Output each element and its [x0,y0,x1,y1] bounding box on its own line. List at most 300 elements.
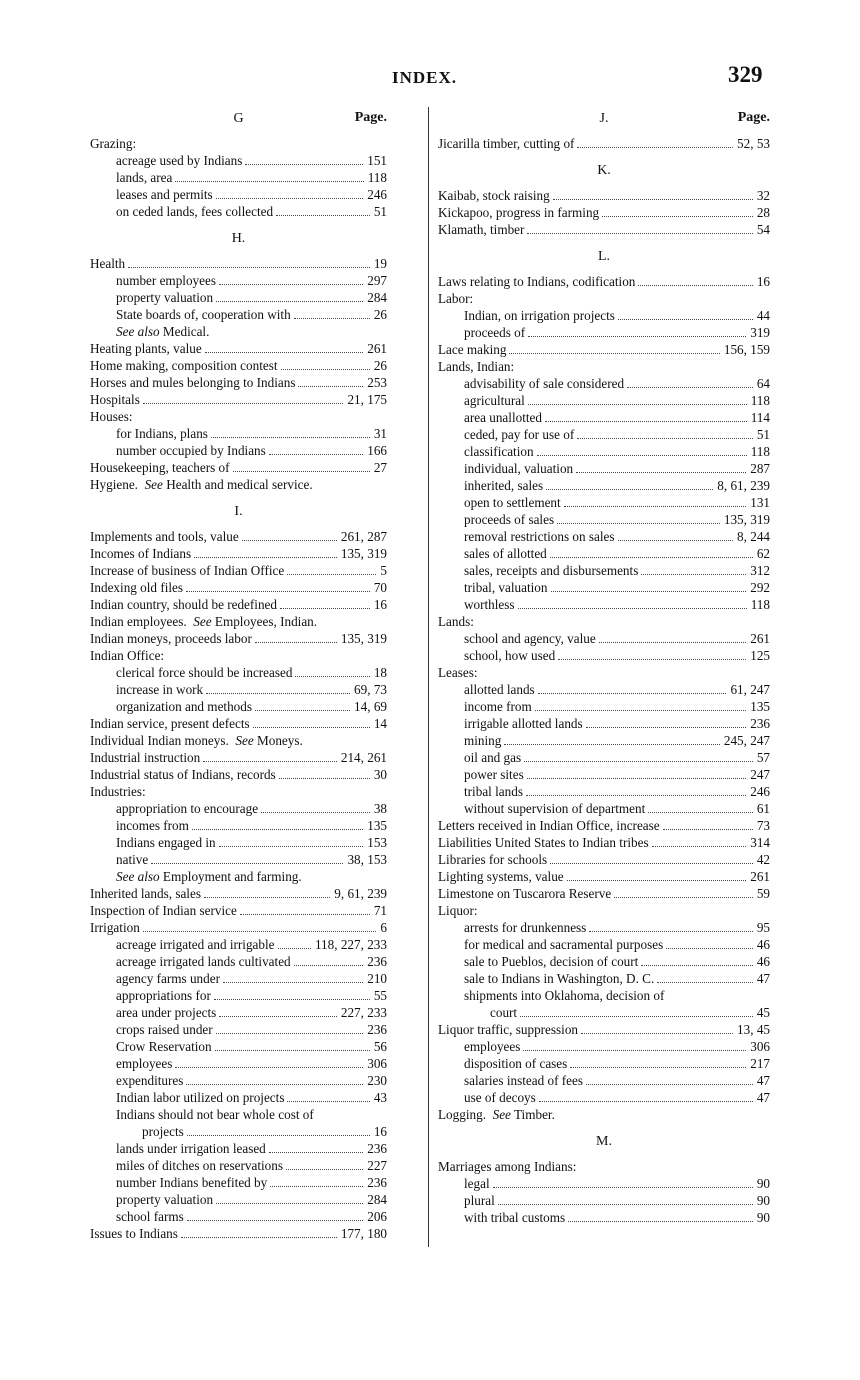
see-label: See also [116,324,160,339]
leader-dots [175,1067,363,1068]
entry-text: power sites [464,767,524,782]
entry-text: Industrial instruction [90,750,201,765]
leader-dots [537,455,747,456]
entry-page: 47 [756,1090,770,1105]
entry-text: organization and methods [116,699,252,714]
entry-page: 16 [373,597,387,612]
leader-dots [577,438,753,439]
entry-text: lands under irrigation leased [116,1141,266,1156]
entry-text: tribal, valuation [464,580,548,595]
leader-dots [279,778,370,779]
leader-dots [276,215,370,216]
leader-dots [539,1101,753,1102]
entry-text: school and agency, value [464,631,596,646]
entry-page: 52, 53 [737,136,770,151]
entry-page: 6 [380,920,387,935]
entry-page: 253 [367,375,387,390]
entry-text: Lands: [438,614,474,629]
entry-text: Hospitals [90,392,140,407]
index-entry [438,187,770,204]
index-entry [90,1225,387,1242]
leader-dots [245,164,363,165]
see-target: Timber. [513,1107,555,1122]
leader-dots [204,897,330,898]
cross-reference [235,732,302,749]
index-entry [438,800,770,817]
index-entry [438,970,770,987]
entry-page: 26 [373,358,387,373]
index-entry [438,1089,770,1106]
entry-text: appropriations for [116,988,211,1003]
section-letter: M. [596,1134,612,1149]
leader-dots [524,761,753,762]
index-entry [438,732,770,749]
entry-page: 45 [756,1005,770,1020]
entry-text: crops raised under [116,1022,213,1037]
entry-text: Indians should not bear whole cost of [116,1107,314,1122]
entry-text: proceeds of [464,325,526,340]
entry-text: advisability of sale considered [464,376,625,391]
index-entry [90,408,387,425]
leader-dots [538,693,727,694]
entry-page: 227, 233 [340,1005,387,1020]
entry-page: 292 [750,580,770,595]
entry-text: property valuation [116,1192,214,1207]
index-entry [438,204,770,221]
index-entry [438,511,770,528]
page-number: 329 [728,62,763,87]
leader-dots [567,880,747,881]
index-entry [90,936,387,953]
leader-dots [558,659,746,660]
leader-dots [216,198,364,199]
cross-reference [145,476,313,493]
entry-page: 26 [373,307,387,322]
entry-page: 166 [367,443,387,458]
entry-text: clerical force should be increased [116,665,293,680]
entry-page: 118 [367,170,387,185]
entry-page: 217 [750,1056,770,1071]
entry-page: 135, 319 [340,546,387,561]
entry-text: Libraries for schools [438,852,548,867]
entry-text: expenditures [116,1073,184,1088]
page-header [90,62,770,92]
entry-page: 46 [756,937,770,952]
index-entry [438,358,770,375]
leader-dots [518,608,747,609]
see-label: See also [116,869,160,884]
see-label: See [492,1107,511,1122]
cross-reference [116,323,209,340]
entry-text: Indian country, should be redefined [90,597,278,612]
leader-dots [278,948,311,949]
entry-text: Home making, composition contest [90,358,278,373]
entry-page: 90 [756,1193,770,1208]
index-entry [438,443,770,460]
entry-text: school farms [116,1209,184,1224]
leader-dots [648,812,753,813]
entry-page: 236 [367,954,387,969]
index-entry [438,375,770,392]
entry-text: Heating plants, value [90,341,202,356]
index-entry [90,528,387,545]
entry-page: 236 [367,1022,387,1037]
entry-text: Leases: [438,665,478,680]
leader-dots [187,1135,370,1136]
leader-dots [294,318,370,319]
page-column-label: Page. [737,110,770,125]
entry-text: Laws relating to Indians, codification [438,274,636,289]
entry-text: Letters received in Indian Office, increase [438,818,660,833]
index-entry [438,868,770,885]
entry-text: Increase of business of Indian Office [90,563,285,578]
entry-text: oil and gas [464,750,522,765]
index-entry [438,460,770,477]
entry-page: 314 [750,835,770,850]
index-entry [438,528,770,545]
entry-text: Lighting systems, value [438,869,564,884]
entry-text: Indian labor utilized on projects [116,1090,285,1105]
entry-text: Logging. [438,1107,486,1122]
entry-page: 135, 319 [340,631,387,646]
entry-text: Indian Office: [90,648,165,663]
entry-text: Horses and mules belonging to Indians [90,375,296,390]
leader-dots [550,863,753,864]
index-entry-continuation [438,1004,770,1021]
index-entry [438,987,770,1004]
index-entry [90,902,387,919]
index-entry [90,323,387,340]
section-heading [438,245,770,273]
section-heading [90,107,387,135]
entry-page: 54 [756,222,770,237]
index-entry [90,817,387,834]
entry-page: 118 [750,393,770,408]
entry-text: Kickapoo, progress in farming [438,205,600,220]
entry-page: 38, 153 [347,852,387,867]
entry-text: sale to Indians in Washington, D. C. [464,971,655,986]
entry-text: acreage irrigated lands cultivated [116,954,291,969]
leader-dots [223,982,363,983]
entry-page: 214, 261 [340,750,387,765]
index-entry [90,425,387,442]
entry-page: 30 [373,767,387,782]
index-entry [90,715,387,732]
see-target: Medical. [162,324,210,339]
leader-dots [627,387,753,388]
index-entry [438,749,770,766]
index-entry [438,1021,770,1038]
leader-dots [666,948,753,949]
entry-text: agricultural [464,393,525,408]
entry-text: use of decoys [464,1090,536,1105]
entry-text: Liabilities United States to Indian tribes [438,835,649,850]
entry-page: 206 [367,1209,387,1224]
entry-text: Implements and tools, value [90,529,239,544]
leader-dots [657,982,753,983]
index-entry [90,1140,387,1157]
index-entry [90,357,387,374]
section-letter: K. [597,163,611,178]
entry-page: 247 [750,767,770,782]
entry-text: arrests for drunkenness [464,920,587,935]
see-target: Moneys. [257,733,303,748]
entry-text: Indexing old files [90,580,184,595]
index-entry [438,324,770,341]
entry-page: 27 [373,460,387,475]
entry-text: State boards of, cooperation with [116,307,291,322]
see-label: See [235,733,254,748]
see-target: Employees, Indian. [214,614,318,629]
index-entry [438,647,770,664]
entry-page: 70 [373,580,387,595]
entry-text: Inspection of Indian service [90,903,237,918]
leader-dots [255,710,350,711]
index-entry [438,426,770,443]
leader-dots [586,727,747,728]
leader-dots [568,1221,753,1222]
index-entry [438,1209,770,1226]
section-letter: G [233,111,244,126]
leader-dots [602,216,753,217]
entry-text: tribal lands [464,784,523,799]
index-entry [438,545,770,562]
entry-page: 236 [367,1141,387,1156]
index-entry [438,1175,770,1192]
index-entry [90,169,387,186]
leader-dots [128,267,370,268]
entry-page: 236 [367,1175,387,1190]
index-entry [90,664,387,681]
entry-text: Indian employees. [90,614,187,629]
entry-text: Incomes of Indians [90,546,192,561]
leader-dots [652,846,747,847]
leader-dots [545,421,747,422]
leader-dots [618,319,753,320]
entry-page: 287 [750,461,770,476]
index-entry [438,919,770,936]
entry-page: 135, 319 [723,512,770,527]
entry-text: individual, valuation [464,461,574,476]
leader-dots [187,1220,363,1221]
entry-text: Indian moneys, proceeds labor [90,631,252,646]
leader-dots [253,727,370,728]
index-entry [90,1072,387,1089]
index-entry [90,203,387,220]
entry-text: lands, area [116,170,173,185]
index-entry [438,715,770,732]
entry-text: school, how used [464,648,556,663]
leader-dots [589,931,752,932]
index-entry [90,698,387,715]
index-entry [90,391,387,408]
index-entry [90,868,387,885]
entry-text: Hygiene. [90,477,138,492]
entry-text: allotted lands [464,682,535,697]
entry-page: 151 [367,153,387,168]
entry-text: area unallotted [464,410,542,425]
index-entry [90,834,387,851]
entry-text: employees [116,1056,173,1071]
entry-page: 114 [750,410,770,425]
entry-text: salaries instead of fees [464,1073,584,1088]
index-entry [438,221,770,238]
entry-text: property valuation [116,290,214,305]
entry-page: 95 [756,920,770,935]
entry-text: Labor: [438,291,474,306]
index-entry [90,647,387,664]
leader-dots [194,557,337,558]
entry-page: 64 [756,376,770,391]
index-entry [90,1174,387,1191]
entry-page: 261, 287 [340,529,387,544]
leader-dots [599,642,747,643]
entry-page: 16 [373,1124,387,1139]
leader-dots [618,540,734,541]
entry-continuation: projects [142,1124,184,1139]
entry-page: 31 [373,426,387,441]
entry-page: 38 [373,801,387,816]
entry-text: Marriages among Indians: [438,1159,577,1174]
entry-text: disposition of cases [464,1056,568,1071]
index-entry [90,1038,387,1055]
index-entry [438,135,770,152]
index-entry [90,1055,387,1072]
entry-text: Inherited lands, sales [90,886,201,901]
entry-text: number employees [116,273,216,288]
entry-text: for Indians, plans [116,426,208,441]
leader-dots [203,761,337,762]
entry-page: 61 [756,801,770,816]
section-heading [90,500,387,528]
leader-dots [205,352,364,353]
leader-dots [638,285,752,286]
entry-page: 43 [373,1090,387,1105]
column-divider [428,107,429,1247]
entry-text: Industrial status of Indians, records [90,767,276,782]
leader-dots [570,1067,746,1068]
leader-dots [216,301,363,302]
index-entry [438,1192,770,1209]
see-target: Health and medical service. [166,477,313,492]
index-entry [438,1038,770,1055]
entry-text: agency farms under [116,971,220,986]
index-entry [90,1157,387,1174]
leader-dots [233,471,370,472]
leader-dots [298,386,363,387]
entry-page: 51 [373,204,387,219]
entry-page: 14 [373,716,387,731]
leader-dots [557,523,720,524]
leader-dots [181,1237,337,1238]
entry-page: 62 [756,546,770,561]
entry-page: 13, 45 [737,1022,770,1037]
section-heading [438,107,770,135]
entry-text: Grazing: [90,136,137,151]
leader-dots [493,1187,753,1188]
entry-page: 261 [750,631,770,646]
entry-page: 47 [756,1073,770,1088]
entry-text: worthless [464,597,515,612]
entry-text: plural [464,1193,495,1208]
entry-text: shipments into Oklahoma, decision of [464,988,665,1003]
index-entry [438,885,770,902]
leader-dots [219,846,364,847]
entry-page: 55 [373,988,387,1003]
index-entry [90,476,387,493]
section-heading [438,159,770,187]
entry-page: 28 [756,205,770,220]
entry-text: Individual Indian moneys. [90,733,229,748]
entry-text: Lands, Indian: [438,359,515,374]
entry-page: 246 [750,784,770,799]
leader-dots [641,574,746,575]
leader-dots [520,1016,753,1017]
leader-dots [564,506,747,507]
entry-text: Klamath, timber [438,222,525,237]
index-entry [90,255,387,272]
section-letter: H. [231,231,246,246]
entry-page: 261 [367,341,387,356]
index-entry [438,817,770,834]
leader-dots [294,965,364,966]
index-entry [90,630,387,647]
entry-page: 56 [373,1039,387,1054]
leader-dots [219,1016,337,1017]
index-entry [438,851,770,868]
entry-page: 9, 61, 239 [334,886,387,901]
index-entry [90,306,387,323]
entry-page: 135 [367,818,387,833]
index-entry [438,953,770,970]
leader-dots [261,812,370,813]
left-column [90,107,387,1242]
index-entry [438,613,770,630]
index-entry [90,800,387,817]
entry-page: 284 [367,290,387,305]
section-letter: J. [599,111,609,126]
see-label: See [144,477,163,492]
leader-dots [240,914,370,915]
index-entry [438,307,770,324]
entry-page: 18 [373,665,387,680]
leader-dots [527,233,752,234]
entry-page: 153 [367,835,387,850]
leader-dots [269,454,363,455]
right-column [438,107,770,1226]
index-entry [90,987,387,1004]
entry-page: 319 [750,325,770,340]
leader-dots [576,472,746,473]
leader-dots [269,1152,363,1153]
entry-page: 14, 69 [354,699,387,714]
index-entry [90,851,387,868]
leader-dots [216,1203,363,1204]
leader-dots [143,403,344,404]
entry-page: 16 [756,274,770,289]
entry-text: Crow Reservation [116,1039,212,1054]
leader-dots [211,437,370,438]
entry-text: on ceded lands, fees collected [116,204,274,219]
entry-page: 21, 175 [347,392,387,407]
leader-dots [287,1101,369,1102]
index-entry [90,272,387,289]
entry-page: 306 [367,1056,387,1071]
index-entry [438,1072,770,1089]
index-entry [438,664,770,681]
leader-dots [527,778,747,779]
section-letter: L. [597,249,611,264]
